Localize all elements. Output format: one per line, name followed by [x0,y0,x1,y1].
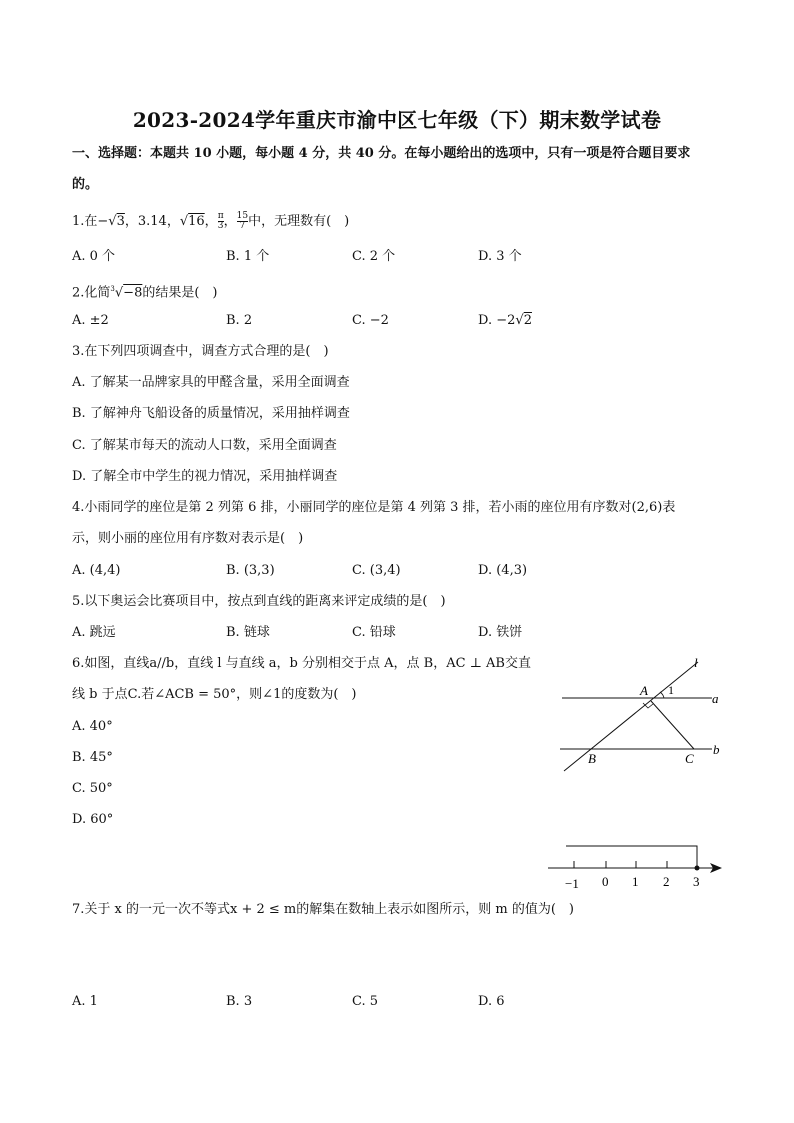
q3-option-a[interactable]: A. 了解某一品牌家具的甲醛含量，采用全面调查 [72,375,350,390]
q1-option-a[interactable]: A. 0 个 [72,249,116,264]
question-4-line2: 示，则小丽的座位用有序数对表示是( ) [72,531,304,546]
question-4-line1: 4.小雨同学的座位是第 2 列第 6 排，小丽同学的座位是第 4 列第 3 排，若小雨的座位用有序数对(2,6)表 [72,500,676,515]
q4-option-d[interactable]: D. (4,3) [478,563,528,578]
sqrt-sign: √ [515,313,524,328]
q6-option-a[interactable]: A. 40° [72,719,113,734]
question-6-line2: 线 b 于点C.若∠ACB = 50°，则∠1的度数为( ) [72,687,357,702]
angle-1-arc [660,692,664,698]
label-C: C [685,751,694,766]
section-heading-line1: 一、选择题：本题共 10 小题，每小题 4 分，共 40 分。在每小题给出的选项中，只有一项是符合题目要求 [72,146,691,161]
q2-text-post: 的结果是( ) [142,285,218,301]
q5-option-d[interactable]: D. 铁饼 [478,625,523,640]
q5-option-b[interactable]: B. 链球 [226,625,270,640]
q1-sep: ， [204,214,218,229]
label-l: l [694,655,698,670]
page-title: 2023-2024学年重庆市渝中区七年级（下）期末数学试卷 [132,108,662,132]
q2-root-index: 3 [110,285,115,293]
q1-sep2: ， [223,214,237,229]
section-heading-line2: 的。 [72,177,99,192]
sqrt-sign: √ [114,285,124,301]
q4-option-c[interactable]: C. (3,4) [352,563,401,578]
q2-option-a[interactable]: A. ±2 [72,313,109,328]
q1-text-mid: ，3.14， [124,214,180,229]
number-line-figure [540,838,730,896]
sqrt-sign: √ [108,214,117,229]
solution-set-bracket [566,846,697,868]
question-7-stem: 7.关于 x 的一元一次不等式x + 2 ≤ m的解集在数轴上表示如图所示，则 m 的值为( ) [72,902,574,917]
q3-option-d[interactable]: D. 了解全市中学生的视力情况，采用抽样调查 [72,469,338,484]
q5-option-c[interactable]: C. 铅球 [352,625,396,640]
label-A: A [640,683,648,698]
q2-radicand: −8 [123,285,143,301]
q1-option-d[interactable]: D. 3 个 [478,249,522,264]
q3-option-c[interactable]: C. 了解某市每天的流动人口数，采用全面调查 [72,438,337,453]
label-B: B [588,751,596,766]
tick-label-1: 1 [632,874,639,889]
q7-option-c[interactable]: C. 5 [352,994,379,1009]
q2-text-pre: 2.化简 [72,285,111,301]
q1-pi-den: 3 [217,221,224,231]
q1-f-num: 15 [236,211,249,221]
q2-option-d-radicand: 2 [523,313,532,328]
q1-option-c[interactable]: C. 2 个 [352,249,396,264]
q1-sqrt3: 3 [116,214,125,229]
tick-label-0: 0 [602,874,609,889]
label-a: a [712,691,719,706]
q1-sqrt16: 16 [188,214,205,229]
sqrt-sign: √ [179,214,189,229]
q7-option-a[interactable]: A. 1 [72,994,98,1009]
question-1-stem [72,212,349,231]
tick-label-2: 2 [663,874,670,889]
question-6-line1: 6.如图，直线a//b，直线 l 与直线 a，b 分别相交于点 A，点 B，AC ⊥ AB交直 [72,656,531,671]
label-b: b [713,742,720,757]
parallel-lines-figure [552,652,732,777]
q5-option-a[interactable]: A. 跳远 [72,625,116,640]
q1-f-den: 7 [239,221,246,231]
q2-option-c[interactable]: C. −2 [352,313,389,328]
q6-option-d[interactable]: D. 60° [72,812,114,827]
q2-option-b[interactable]: B. 2 [226,313,253,328]
q7-option-d[interactable]: D. 6 [478,994,505,1009]
q4-option-a[interactable]: A. (4,4) [72,563,121,578]
q1-text-pre: 1.在− [72,214,109,229]
q2-option-d-text: D. −2 [478,313,516,328]
q4-option-b[interactable]: B. (3,3) [226,563,275,578]
q6-option-b[interactable]: B. 45° [72,750,113,765]
question-2-stem [72,280,218,302]
tick-label-neg1: −1 [565,876,579,891]
label-angle-1: 1 [668,683,674,697]
closed-endpoint [695,866,700,871]
q1-fraction-15-7 [237,212,248,231]
q1-text-post: 中，无理数有( ) [248,214,350,229]
q3-option-b[interactable]: B. 了解神舟飞船设备的质量情况，采用抽样调查 [72,406,350,421]
line-l [564,662,698,771]
tick-label-3: 3 [693,874,700,889]
q1-option-b[interactable]: B. 1 个 [226,249,270,264]
segment-ac [651,701,694,749]
q2-option-d[interactable] [478,312,532,330]
question-5-stem: 5.以下奥运会比赛项目中，按点到直线的距离来评定成绩的是( ) [72,594,446,609]
q1-pi-num: π [217,211,224,221]
q7-option-b[interactable]: B. 3 [226,994,253,1009]
q6-option-c[interactable]: C. 50° [72,781,113,796]
question-3-stem: 3.在下列四项调查中，调查方式合理的是( ) [72,344,329,359]
